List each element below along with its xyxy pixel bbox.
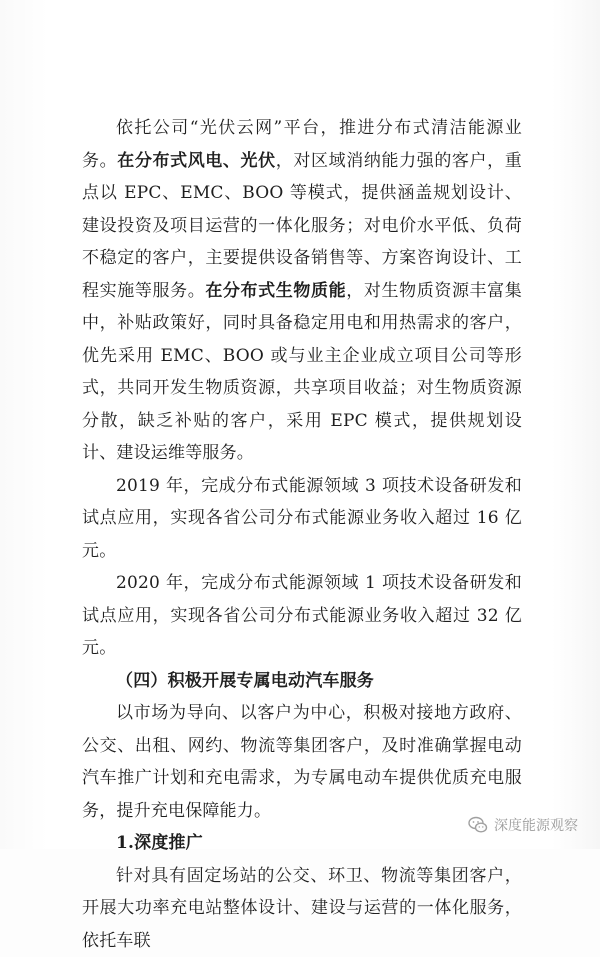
watermark-label: 深度能源观察 [494,815,578,835]
text-run: ，对区域消纳能力强的客户，重点以 EPC、EMC、BOO 等模式，提供涵盖规划设计、建设投资及项目运营的一体化服务；对电价水平低、负荷不稳定的客户，主要提供设备销售等、方案咨询设计、工程实施等服务。 [82,151,522,301]
paragraph [82,112,522,470]
document-body [82,112,522,957]
subsection-heading [82,827,522,860]
paragraph [82,860,522,957]
bold-text: 1.深度推广 [116,833,203,853]
text-run: 以市场为导向、以客户为中心，积极对接地方政府、公交、出租、网约、物流等集团客户，及时准确掌握电动汽车推广计划和充电需求，为专属电动车提供优质充电服务，提升充电保障能力。 [82,703,522,821]
paragraph [82,470,522,568]
bold-text: 在分布式生物质能 [205,281,346,301]
text-run: 2020 年，完成分布式能源领域 1 项技术设备研发和试点应用，实现各省公司分布式能源业务收入超过 32 亿元。 [82,573,522,658]
paragraph [82,697,522,827]
wechat-icon [468,815,488,835]
text-run: 2019 年，完成分布式能源领域 3 项技术设备研发和试点应用，实现各省公司分布式能源业务收入超过 16 亿元。 [82,476,522,561]
watermark [468,815,578,835]
text-run: 依托公司“光伏云网”平台，推进分布式清洁能源业务。 [82,118,522,171]
text-run: 针对具有固定场站的公交、环卫、物流等集团客户，开展大功率充电站整体设计、建设与运营的一体化服务，依托车联 [82,866,522,951]
text-run: ，对生物质资源丰富集中，补贴政策好，同时具备稳定用电和用热需求的客户，优先采用 EMC、BOO 或与业主企业成立项目公司等形式，共同开发生物质资源，共享项目收益；对生物质资源分散，缺乏补贴的客户，采用 EPC 模式，提供规划设计、建设运维等服务。 [82,281,522,464]
paragraph [82,567,522,665]
bold-text: （四）积极开展专属电动汽车服务 [116,671,374,691]
bold-text: 在分布式风电、光伏 [117,151,276,171]
section-heading [82,665,522,698]
